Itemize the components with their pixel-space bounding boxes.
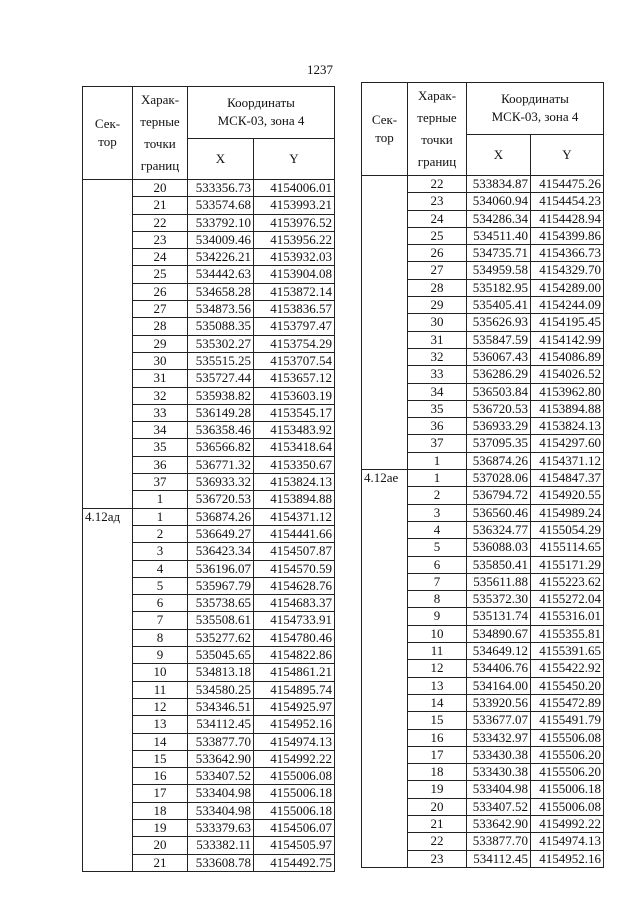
point-number-cell: 37 [133,474,188,491]
point-number-cell: 18 [408,764,467,781]
point-number-cell: 37 [408,435,467,452]
y-coordinate-cell: 4154492.75 [254,854,335,871]
point-number-cell: 14 [408,694,467,711]
y-coordinate-cell: 4154086.89 [531,348,604,365]
y-coordinate-cell: 4154475.26 [531,176,604,193]
x-coordinate-cell: 535847.59 [467,331,531,348]
x-coordinate-cell: 534406.76 [467,660,531,677]
page-number: 1237 [307,62,333,77]
x-coordinate-cell: 536358.46 [188,422,254,439]
y-coordinate-cell: 4155171.29 [531,556,604,573]
x-coordinate-cell: 536324.77 [467,521,531,538]
point-number-cell: 32 [408,348,467,365]
header-y: Y [254,138,335,179]
y-coordinate-cell: 4153962.80 [531,383,604,400]
y-coordinate-cell: 4154628.76 [254,577,335,594]
x-coordinate-cell: 534286.34 [467,210,531,227]
point-number-cell: 22 [408,833,467,850]
y-coordinate-cell: 4154733.91 [254,612,335,629]
y-coordinate-cell: 4153545.17 [254,404,335,421]
x-coordinate-cell: 533404.98 [467,781,531,798]
x-coordinate-cell: 535850.41 [467,556,531,573]
x-coordinate-cell: 533382.11 [188,837,254,854]
sector-cell [83,180,133,509]
point-number-cell: 8 [133,629,188,646]
y-coordinate-cell: 4153956.22 [254,231,335,248]
point-number-cell: 31 [408,331,467,348]
x-coordinate-cell: 534112.45 [188,716,254,733]
y-coordinate-cell: 4154974.13 [531,833,604,850]
point-number-cell: 32 [133,387,188,404]
point-number-cell: 20 [133,180,188,197]
x-coordinate-cell: 536286.29 [467,366,531,383]
header-char-points: Харак- терные точки границ [408,83,467,176]
x-coordinate-cell: 536560.46 [467,504,531,521]
point-number-cell: 1 [408,470,467,487]
y-coordinate-cell: 4154989.24 [531,504,604,521]
point-number-cell: 11 [133,681,188,698]
x-coordinate-cell: 535045.65 [188,647,254,664]
y-coordinate-cell: 4154006.01 [254,180,335,197]
point-number-cell: 34 [133,422,188,439]
x-coordinate-cell: 536933.32 [188,474,254,491]
y-coordinate-cell: 4154847.37 [531,470,604,487]
point-number-cell: 15 [133,750,188,767]
x-coordinate-cell: 534658.28 [188,283,254,300]
y-coordinate-cell: 4153418.64 [254,439,335,456]
point-number-cell: 1 [408,452,467,469]
point-number-cell: 24 [408,210,467,227]
y-coordinate-cell: 4154289.00 [531,279,604,296]
x-coordinate-cell: 534813.18 [188,664,254,681]
header-coords: Координаты МСК-03, зона 4 [467,83,604,135]
point-number-cell: 11 [408,643,467,660]
point-number-cell: 15 [408,712,467,729]
point-number-cell: 28 [408,279,467,296]
x-coordinate-cell: 536649.27 [188,525,254,542]
header-char-points: Харак- терные точки границ [133,87,188,180]
y-coordinate-cell: 4154952.16 [254,716,335,733]
y-coordinate-cell: 4154974.13 [254,733,335,750]
point-number-cell: 25 [133,266,188,283]
point-number-cell: 33 [408,366,467,383]
x-coordinate-cell: 534442.63 [188,266,254,283]
point-number-cell: 3 [133,543,188,560]
point-number-cell: 23 [408,193,467,210]
point-number-cell: 6 [133,595,188,612]
coordinates-table-right [361,82,604,868]
y-coordinate-cell: 4155506.20 [531,746,604,763]
point-number-cell: 5 [408,539,467,556]
y-coordinate-cell: 4154992.22 [254,750,335,767]
x-coordinate-cell: 534164.00 [467,677,531,694]
y-coordinate-cell: 4154505.97 [254,837,335,854]
point-number-cell: 21 [133,854,188,871]
point-number-cell: 36 [133,456,188,473]
coordinates-table-left [82,86,335,872]
x-coordinate-cell: 534511.40 [467,227,531,244]
header-coords: Координаты МСК-03, зона 4 [188,87,335,139]
y-coordinate-cell: 4153904.08 [254,266,335,283]
point-number-cell: 9 [133,647,188,664]
point-number-cell: 27 [133,301,188,318]
x-coordinate-cell: 534735.71 [467,245,531,262]
y-coordinate-cell: 4153797.47 [254,318,335,335]
y-coordinate-cell: 4153836.57 [254,301,335,318]
x-coordinate-cell: 533407.52 [188,768,254,785]
point-number-cell: 28 [133,318,188,335]
point-number-cell: 36 [408,418,467,435]
y-coordinate-cell: 4155006.18 [254,785,335,802]
x-coordinate-cell: 535302.27 [188,335,254,352]
y-coordinate-cell: 4155422.92 [531,660,604,677]
point-number-cell: 7 [408,573,467,590]
y-coordinate-cell: 4154822.86 [254,647,335,664]
point-number-cell: 35 [133,439,188,456]
sector-cell [362,176,408,470]
point-number-cell: 30 [408,314,467,331]
x-coordinate-cell: 536196.07 [188,560,254,577]
x-coordinate-cell: 533920.56 [467,694,531,711]
point-number-cell: 1 [133,491,188,508]
x-coordinate-cell: 535277.62 [188,629,254,646]
x-coordinate-cell: 533877.70 [467,833,531,850]
x-coordinate-cell: 536423.34 [188,543,254,560]
point-number-cell: 6 [408,556,467,573]
x-coordinate-cell: 533608.78 [188,854,254,871]
y-coordinate-cell: 4153932.03 [254,249,335,266]
point-number-cell: 10 [133,664,188,681]
point-number-cell: 2 [408,487,467,504]
y-coordinate-cell: 4155006.08 [254,768,335,785]
y-coordinate-cell: 4153872.14 [254,283,335,300]
x-coordinate-cell: 536720.53 [188,491,254,508]
point-number-cell: 19 [408,781,467,798]
x-coordinate-cell: 533430.38 [467,746,531,763]
x-coordinate-cell: 533356.73 [188,180,254,197]
x-coordinate-cell: 535738.65 [188,595,254,612]
x-coordinate-cell: 535131.74 [467,608,531,625]
table-row [362,470,604,487]
x-coordinate-cell: 534009.46 [188,231,254,248]
y-coordinate-cell: 4154925.97 [254,698,335,715]
y-coordinate-cell: 4154895.74 [254,681,335,698]
y-coordinate-cell: 4153754.29 [254,335,335,352]
x-coordinate-cell: 536566.82 [188,439,254,456]
x-coordinate-cell: 536149.28 [188,404,254,421]
x-coordinate-cell: 533877.70 [188,733,254,750]
x-coordinate-cell: 535182.95 [467,279,531,296]
x-coordinate-cell: 534226.21 [188,249,254,266]
point-number-cell: 12 [408,660,467,677]
y-coordinate-cell: 4153894.88 [254,491,335,508]
y-coordinate-cell: 4154952.16 [531,850,604,867]
y-coordinate-cell: 4154366.73 [531,245,604,262]
y-coordinate-cell: 4155472.89 [531,694,604,711]
x-coordinate-cell: 536874.26 [188,508,254,525]
point-number-cell: 31 [133,370,188,387]
point-number-cell: 21 [408,815,467,832]
x-coordinate-cell: 535088.35 [188,318,254,335]
point-number-cell: 24 [133,249,188,266]
y-coordinate-cell: 4155054.29 [531,521,604,538]
point-number-cell: 2 [133,525,188,542]
y-coordinate-cell: 4154244.09 [531,297,604,314]
x-coordinate-cell: 534959.58 [467,262,531,279]
y-coordinate-cell: 4153657.12 [254,370,335,387]
x-coordinate-cell: 534580.25 [188,681,254,698]
x-coordinate-cell: 533404.98 [188,785,254,802]
point-number-cell: 14 [133,733,188,750]
x-coordinate-cell: 534890.67 [467,625,531,642]
y-coordinate-cell: 4153603.19 [254,387,335,404]
y-coordinate-cell: 4155006.08 [531,798,604,815]
y-coordinate-cell: 4154683.37 [254,595,335,612]
y-coordinate-cell: 4155316.01 [531,608,604,625]
y-coordinate-cell: 4154329.70 [531,262,604,279]
point-number-cell: 7 [133,612,188,629]
y-coordinate-cell: 4153483.92 [254,422,335,439]
x-coordinate-cell: 533407.52 [467,798,531,815]
y-coordinate-cell: 4154920.55 [531,487,604,504]
x-coordinate-cell: 533792.10 [188,214,254,231]
point-number-cell: 17 [133,785,188,802]
x-coordinate-cell: 533404.98 [188,802,254,819]
sector-cell: 4.12ад [83,508,133,871]
point-number-cell: 27 [408,262,467,279]
point-number-cell: 10 [408,625,467,642]
right-table-body [362,176,604,868]
x-coordinate-cell: 534873.56 [188,301,254,318]
y-coordinate-cell: 4155506.20 [531,764,604,781]
point-number-cell: 3 [408,504,467,521]
x-coordinate-cell: 537028.06 [467,470,531,487]
point-number-cell: 8 [408,591,467,608]
x-coordinate-cell: 535515.25 [188,352,254,369]
sector-cell: 4.12ае [362,470,408,868]
left-table-body [83,180,335,872]
point-number-cell: 25 [408,227,467,244]
y-coordinate-cell: 4153707.54 [254,352,335,369]
x-coordinate-cell: 534649.12 [467,643,531,660]
x-coordinate-cell: 537095.35 [467,435,531,452]
header-x: X [188,138,254,179]
point-number-cell: 20 [408,798,467,815]
point-number-cell: 1 [133,508,188,525]
x-coordinate-cell: 533379.63 [188,819,254,836]
header-sector: Сек- тор [83,87,133,180]
x-coordinate-cell: 533432.97 [467,729,531,746]
x-coordinate-cell: 536067.43 [467,348,531,365]
y-coordinate-cell: 4154992.22 [531,815,604,832]
y-coordinate-cell: 4154570.59 [254,560,335,577]
y-coordinate-cell: 4155355.81 [531,625,604,642]
x-coordinate-cell: 535967.79 [188,577,254,594]
point-number-cell: 22 [408,176,467,193]
x-coordinate-cell: 535372.30 [467,591,531,608]
point-number-cell: 20 [133,837,188,854]
point-number-cell: 12 [133,698,188,715]
point-number-cell: 26 [408,245,467,262]
y-coordinate-cell: 4155391.65 [531,643,604,660]
x-coordinate-cell: 536794.72 [467,487,531,504]
point-number-cell: 4 [133,560,188,577]
y-coordinate-cell: 4154428.94 [531,210,604,227]
x-coordinate-cell: 535508.61 [188,612,254,629]
x-coordinate-cell: 534060.94 [467,193,531,210]
x-coordinate-cell: 533834.87 [467,176,531,193]
point-number-cell: 21 [133,197,188,214]
x-coordinate-cell: 536503.84 [467,383,531,400]
y-coordinate-cell: 4154297.60 [531,435,604,452]
point-number-cell: 9 [408,608,467,625]
x-coordinate-cell: 535405.41 [467,297,531,314]
y-coordinate-cell: 4153894.88 [531,400,604,417]
table-row [83,508,335,525]
x-coordinate-cell: 535626.93 [467,314,531,331]
x-coordinate-cell: 535611.88 [467,573,531,590]
y-coordinate-cell: 4155272.04 [531,591,604,608]
y-coordinate-cell: 4153350.67 [254,456,335,473]
y-coordinate-cell: 4154195.45 [531,314,604,331]
y-coordinate-cell: 4155491.79 [531,712,604,729]
y-coordinate-cell: 4154506.07 [254,819,335,836]
x-coordinate-cell: 533642.90 [467,815,531,832]
point-number-cell: 26 [133,283,188,300]
header-sector: Сек- тор [362,83,408,176]
x-coordinate-cell: 535938.82 [188,387,254,404]
point-number-cell: 13 [408,677,467,694]
x-coordinate-cell: 533642.90 [188,750,254,767]
header-y: Y [531,134,604,175]
point-number-cell: 22 [133,214,188,231]
y-coordinate-cell: 4154861.21 [254,664,335,681]
y-coordinate-cell: 4155506.08 [531,729,604,746]
x-coordinate-cell: 536720.53 [467,400,531,417]
y-coordinate-cell: 4153824.13 [531,418,604,435]
x-coordinate-cell: 536933.29 [467,418,531,435]
point-number-cell: 30 [133,352,188,369]
point-number-cell: 16 [133,768,188,785]
header-x: X [467,134,531,175]
y-coordinate-cell: 4154371.12 [531,452,604,469]
point-number-cell: 16 [408,729,467,746]
x-coordinate-cell: 536874.26 [467,452,531,469]
point-number-cell: 33 [133,404,188,421]
y-coordinate-cell: 4153824.13 [254,474,335,491]
x-coordinate-cell: 534346.51 [188,698,254,715]
point-number-cell: 4 [408,521,467,538]
point-number-cell: 34 [408,383,467,400]
point-number-cell: 19 [133,819,188,836]
y-coordinate-cell: 4154507.87 [254,543,335,560]
y-coordinate-cell: 4154026.52 [531,366,604,383]
point-number-cell: 13 [133,716,188,733]
point-number-cell: 29 [133,335,188,352]
point-number-cell: 35 [408,400,467,417]
y-coordinate-cell: 4153976.52 [254,214,335,231]
x-coordinate-cell: 536088.03 [467,539,531,556]
point-number-cell: 23 [408,850,467,867]
table-row [83,180,335,197]
y-coordinate-cell: 4155114.65 [531,539,604,556]
x-coordinate-cell: 534112.45 [467,850,531,867]
x-coordinate-cell: 533574.68 [188,197,254,214]
x-coordinate-cell: 533430.38 [467,764,531,781]
x-coordinate-cell: 535727.44 [188,370,254,387]
y-coordinate-cell: 4153993.21 [254,197,335,214]
y-coordinate-cell: 4154142.99 [531,331,604,348]
y-coordinate-cell: 4155223.62 [531,573,604,590]
y-coordinate-cell: 4154441.66 [254,525,335,542]
point-number-cell: 18 [133,802,188,819]
table-row [362,176,604,193]
x-coordinate-cell: 536771.32 [188,456,254,473]
y-coordinate-cell: 4155006.18 [254,802,335,819]
x-coordinate-cell: 533677.07 [467,712,531,729]
point-number-cell: 29 [408,297,467,314]
point-number-cell: 17 [408,746,467,763]
y-coordinate-cell: 4154371.12 [254,508,335,525]
point-number-cell: 5 [133,577,188,594]
y-coordinate-cell: 4154780.46 [254,629,335,646]
point-number-cell: 23 [133,231,188,248]
y-coordinate-cell: 4154454.23 [531,193,604,210]
y-coordinate-cell: 4155450.20 [531,677,604,694]
y-coordinate-cell: 4154399.86 [531,227,604,244]
y-coordinate-cell: 4155006.18 [531,781,604,798]
